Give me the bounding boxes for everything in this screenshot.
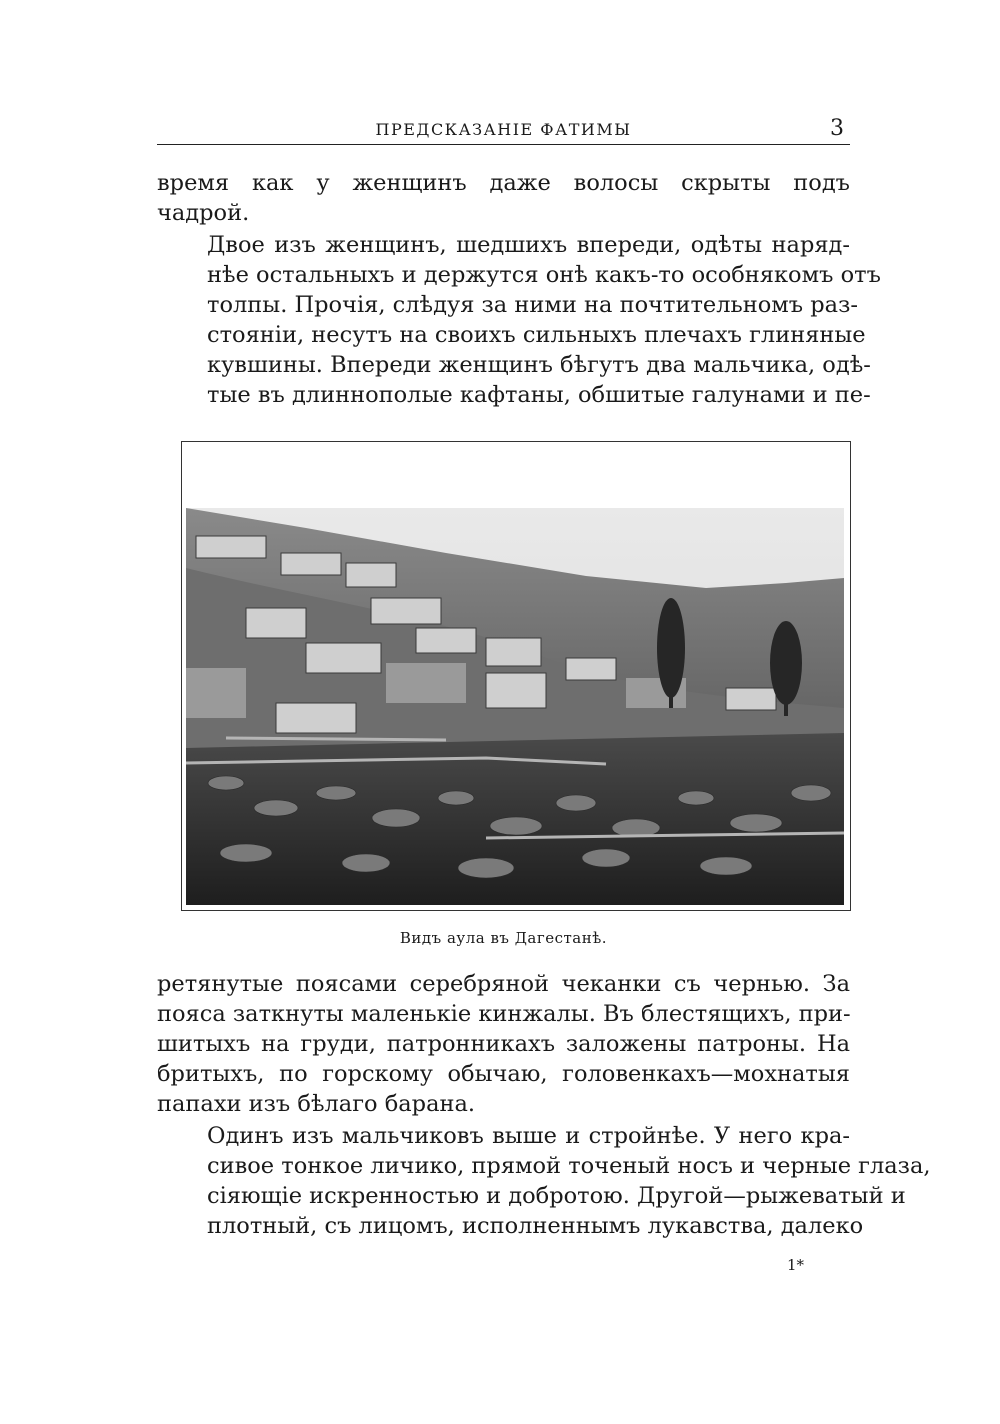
text-line: Двое изъ женщинъ, шедшихъ впереди, одѣты наряд- (207, 232, 850, 258)
text-line: толпы. Прочія, слѣдуя за ними на почтительномъ раз- (207, 292, 858, 318)
text-line: Одинъ изъ мальчиковъ выше и стройнѣе. У него кра- (207, 1123, 850, 1149)
village-photo (186, 508, 844, 905)
paragraph (157, 1121, 931, 1241)
text-line: нѣе остальныхъ и держутся онѣ какъ-то особнякомъ отъ (207, 262, 881, 288)
text-line: стояніи, несутъ на своихъ сильныхъ плечахъ глиняные (207, 322, 866, 348)
text-line: кувшины. Впереди женщинъ бѣгутъ два мальчика, одѣ- (207, 352, 871, 378)
text-line: шитыхъ на груди, патронникахъ заложены патроны. На (157, 1031, 850, 1057)
text-line: ретянутые поясами серебряной чеканки съ чернью. За (157, 971, 850, 997)
text-line: чадрой. (157, 200, 250, 226)
running-header (157, 118, 850, 145)
text-line: тые въ длиннополые кафтаны, обшитые галунами и пе- (207, 382, 871, 408)
printer-signature: 1* (787, 1256, 805, 1274)
figure-caption: Видъ аула въ Дагестанѣ. (399, 929, 608, 947)
village-photo-illustration (186, 508, 844, 905)
text-line: сивое тонкое личико, прямой точеный носъ и черные глаза, (207, 1153, 931, 1179)
page-number: 3 (830, 116, 844, 141)
running-title: ПРЕДСКАЗАНІЕ ФАТИМЫ (375, 120, 632, 139)
text-line: плотный, съ лицомъ, исполненнымъ лукавства, далеко (207, 1213, 864, 1239)
text-line: сіяющіе искренностью и добротою. Другой—рыжеватый и (207, 1183, 906, 1209)
text-block-top (157, 168, 881, 410)
text-block-bottom (157, 969, 931, 1241)
text-line: папахи изъ бѣлаго барана. (157, 1091, 476, 1117)
text-line: бритыхъ, по горскому обычаю, головенкахъ—мохнатыя (157, 1061, 850, 1087)
text-line: пояса заткнуты маленькіе кинжалы. Въ блестящихъ, при- (157, 1001, 851, 1027)
text-line: время как у женщинъ даже волосы скрыты подъ (157, 170, 850, 196)
paragraph (157, 969, 850, 1119)
paragraph (157, 230, 881, 410)
paragraph (157, 168, 850, 228)
